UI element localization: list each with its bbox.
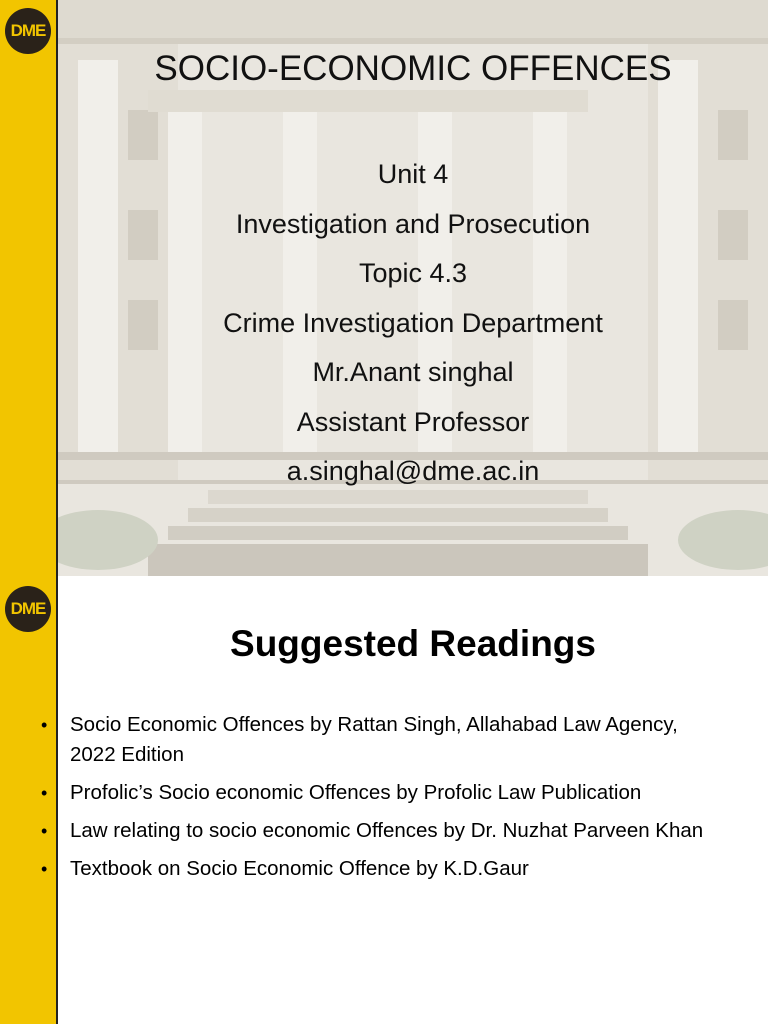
readings-list bbox=[34, 710, 714, 892]
list-item bbox=[34, 710, 714, 770]
presenter-email: a.singhal@dme.ac.in bbox=[286, 456, 540, 486]
topic-line: Topic 4.3 bbox=[358, 258, 468, 288]
bullet-icon: • bbox=[41, 859, 48, 879]
reading-text: Law relating to socio economic Offences by Dr. Nuzhat Parveen Khan bbox=[70, 819, 704, 842]
list-item bbox=[34, 778, 714, 808]
reading-text: Profolic’s Socio economic Offences by Profolic Law Publication bbox=[70, 781, 642, 804]
reading-text: Socio Economic Offences by Rattan Singh, Allahabad Law Agency, 2022 Edition bbox=[70, 713, 678, 766]
slide-title: SOCIO-ECONOMIC OFFENCES bbox=[154, 49, 672, 88]
slide-heading: Suggested Readings bbox=[230, 623, 596, 664]
brand-strip bbox=[0, 0, 56, 576]
presenter-name: Mr.Anant singhal bbox=[312, 357, 514, 387]
dme-logo: DME bbox=[5, 8, 51, 54]
list-item bbox=[34, 816, 714, 846]
readings-slide bbox=[0, 576, 768, 1024]
list-item bbox=[34, 854, 714, 884]
bullet-icon: • bbox=[41, 715, 48, 735]
slide-info bbox=[58, 150, 768, 497]
bullet-icon: • bbox=[41, 821, 48, 841]
topic-name-line: Crime Investigation Department bbox=[223, 307, 603, 338]
reading-text: Textbook on Socio Economic Offence by K.D.Gaur bbox=[70, 857, 529, 880]
unit-line: Unit 4 bbox=[377, 159, 449, 189]
dme-logo: DME bbox=[5, 586, 51, 632]
presenter-title: Assistant Professor bbox=[296, 406, 530, 437]
subject-line: Investigation and Prosecution bbox=[235, 208, 591, 239]
bullet-icon: • bbox=[41, 783, 48, 803]
